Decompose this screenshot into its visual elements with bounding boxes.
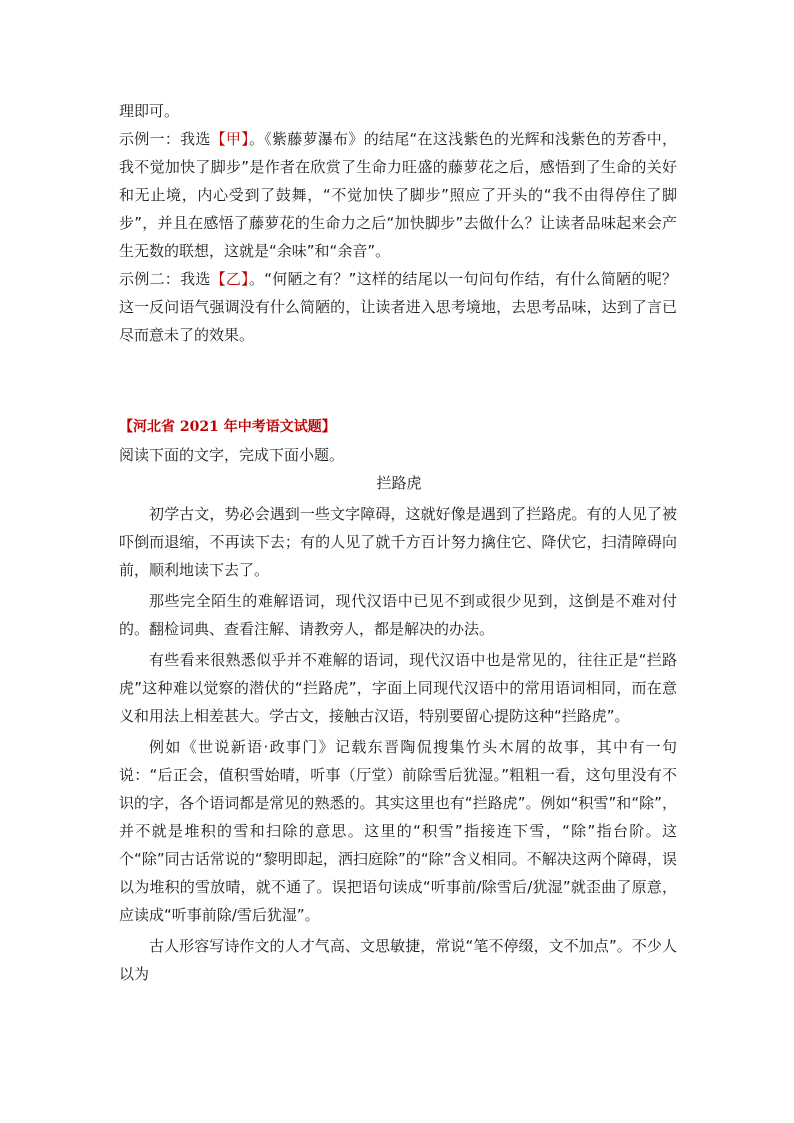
section-heading: 【河北省 2021 年中考语文试题】 — [119, 419, 336, 435]
answer-line-end: 理即可。 — [119, 102, 180, 120]
article-paragraph: 那些完全陌生的难解语词，现代汉语中已见不到或很少见到，这倒是不难对付的。翻检词典、查看注解、请教旁人，都是解决的办法。 — [119, 592, 677, 638]
answer-example-2 — [119, 265, 677, 349]
example-2-text: 。“何陋之有？”这样的结尾以一句问句作结，有什么简陋的呢？这一反问语气强调没有什么简陋的，让读者进入思考境地，去思考品味，达到了言已尽而意未了的效果。 — [119, 270, 677, 344]
document-page — [119, 97, 677, 991]
example-2-prefix: 示例二：我选 — [119, 270, 211, 288]
example-2-choice: 【乙】 — [210, 270, 249, 288]
example-1-prefix: 示例一：我选 — [119, 130, 211, 148]
article-paragraph: 例如《世说新语·政事门》记载东晋陶侃搜集竹头木屑的故事，其中有一句说：“后正会，值积雪始晴，听事（厅堂）前除雪后犹湿。”粗粗一看，这句里没有不识的字，各个语词都是常见的熟悉的。其实这里也有“拦路虎”。例如“积雪”和“除”，并不就是堆积的雪和扫除的意思。这里的“积雪”指接连下雪，“除”指台阶。这个“除”同古话常说的“黎明即起，洒扫庭除”的“除”含义相同。不解决这两个障碍，误以为堆积的雪放晴，就不通了。误把语句读成“听事前/除雪后/犹湿”就歪曲了原意，应读成“听事前除/雪后犹湿”。 — [119, 738, 677, 924]
answer-example-1 — [119, 125, 677, 265]
article-paragraph: 初学古文，势必会遇到一些文字障碍，这就好像是遇到了拦路虎。有的人见了被吓倒而退缩，不再读下去；有的人见了就千方百计努力擒住它、降伏它，扫清障碍向前，顺利地读下去了。 — [119, 505, 677, 579]
article-paragraph: 有些看来很熟悉似乎并不难解的语词，现代汉语中也是常见的，往往正是“拦路虎”这种难以觉察的潜伏的“拦路虎”，字面上同现代汉语中的常用语词相同，而在意义和用法上相差甚大。学古文，接触古汉语，特别要留心提防这种“拦路虎”。 — [119, 651, 677, 725]
section-instruction: 阅读下面的文字，完成下面小题。 — [119, 446, 345, 464]
example-1-choice: 【甲】 — [210, 130, 249, 148]
article-title: 拦路虎 — [376, 474, 422, 492]
article-paragraph: 古人形容写诗作文的人才气高、文思敏捷，常说“笔不停缀，文不加点”。不少人以为 — [119, 937, 677, 983]
example-1-text: 。《紫藤萝瀑布》的结尾“在这浅紫色的光辉和浅紫色的芳香中，我不觉加快了脚步”是作者在欣赏了生命力旺盛的藤萝花之后，感悟到了生命的关好和无止境，内心受到了鼓舞，“不觉加快了脚步”照应了开头的“我不由得停住了脚步”，并且在感悟了藤萝花的生命力之后“加快脚步”去做什么？让读者品味起来会产生无数的联想，这就是“余味”和“余音”。 — [119, 130, 677, 260]
